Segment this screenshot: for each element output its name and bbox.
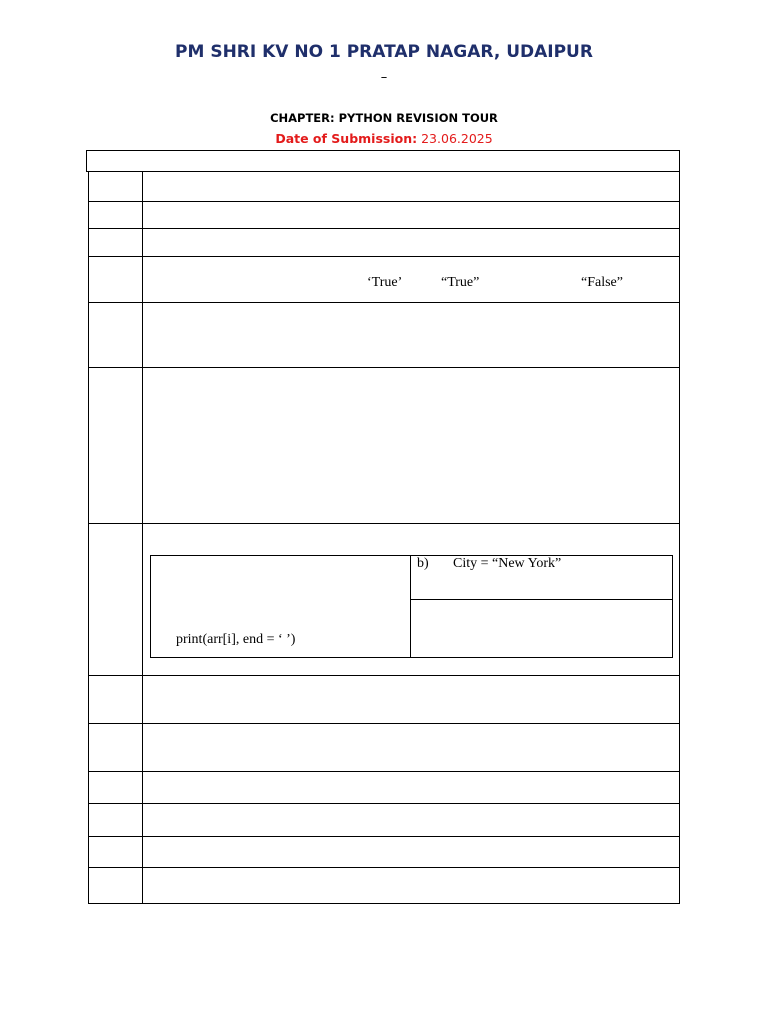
- option-true-double: “True”: [441, 275, 480, 290]
- date-value: 23.06.2025: [421, 131, 493, 146]
- code-cell-a: [151, 556, 411, 658]
- code-cell-b-output: [411, 600, 673, 658]
- table-row: [89, 229, 680, 257]
- code-cell-b: [411, 556, 673, 600]
- code-row: [151, 556, 673, 600]
- submission-date: [0, 131, 768, 146]
- table-row: [89, 724, 680, 772]
- table-row: [89, 172, 680, 202]
- date-label: Date of Submission:: [275, 131, 418, 146]
- table-row: [89, 804, 680, 837]
- question-table: [88, 171, 680, 904]
- code-print-arr: print(arr[i], end = ‘ ’): [176, 632, 296, 647]
- table-row: [89, 257, 680, 303]
- option-true-single: ‘True’: [367, 275, 403, 290]
- chapter-title: CHAPTER: PYTHON REVISION TOUR: [270, 111, 498, 125]
- option-false-double: “False”: [581, 275, 623, 290]
- table-row: [89, 772, 680, 804]
- table-row: [89, 524, 680, 676]
- code-city: City = “New York”: [453, 556, 562, 571]
- table-row: [89, 837, 680, 868]
- table-header-box: [86, 150, 680, 172]
- code-options-table: [150, 555, 673, 658]
- school-name: PM SHRI KV NO 1 PRATAP NAGAR, UDAIPUR: [175, 42, 593, 62]
- option-b-label: b): [417, 556, 429, 571]
- table-row: [89, 368, 680, 524]
- table-row: [89, 868, 680, 904]
- table-row: [89, 303, 680, 368]
- title-dash: –: [380, 70, 388, 85]
- table-row: [89, 676, 680, 724]
- table-row: [89, 202, 680, 229]
